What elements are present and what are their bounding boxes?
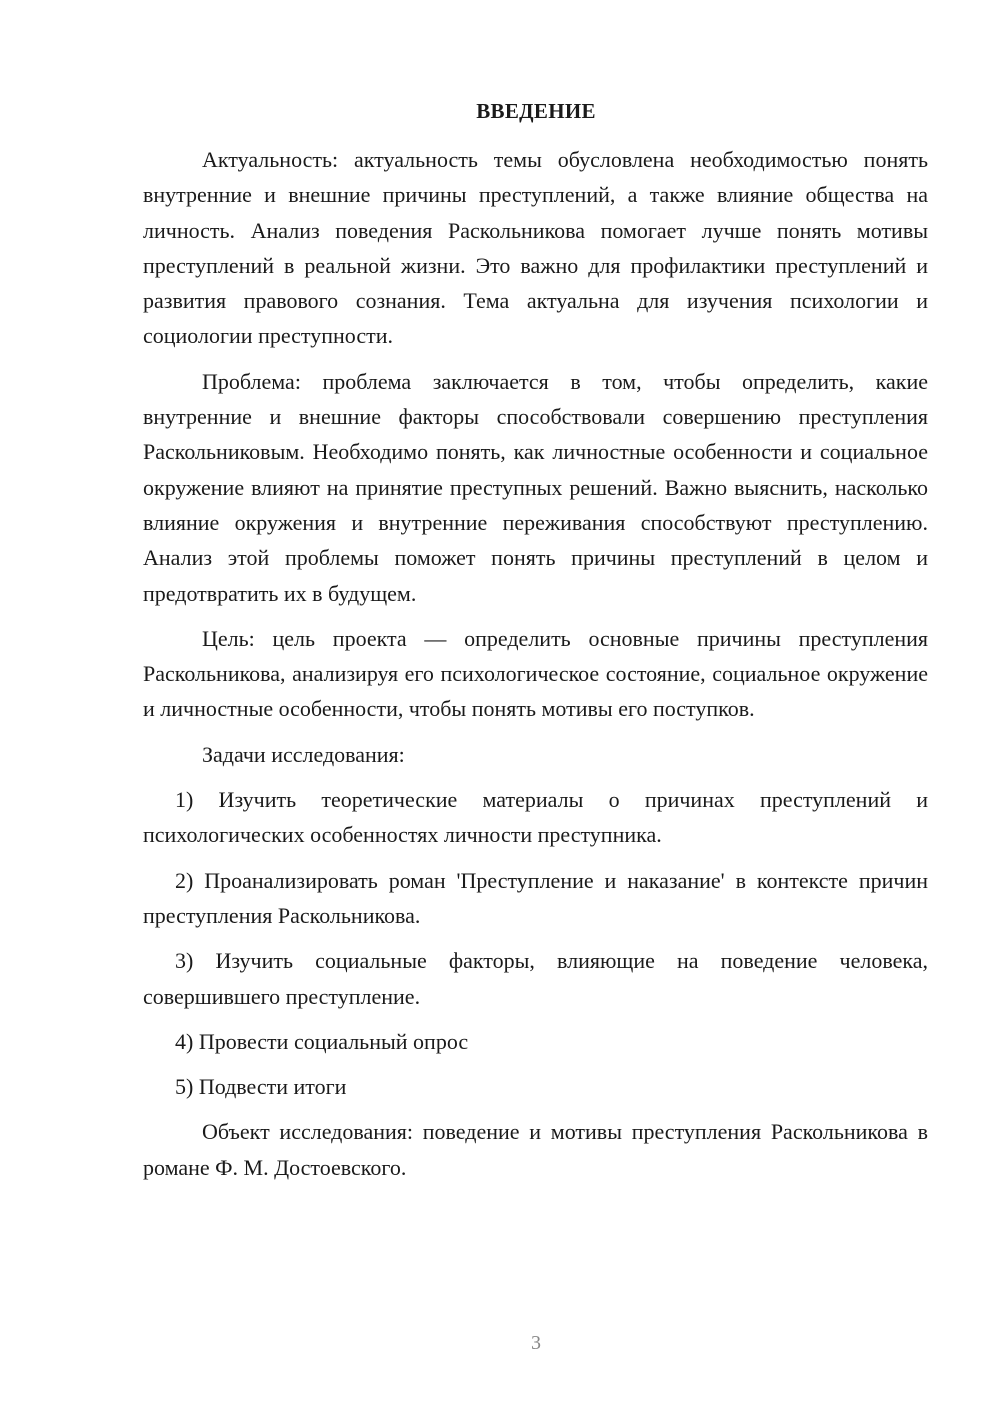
paragraph-goal: Цель: цель проекта — определить основные причины преступления Раскольникова, анализируя его психологическое состояние, социальное окружение и личностные особенности, чтобы понять мотивы его поступков. [143, 625, 928, 722]
paragraph-tasks-heading: Задачи исследования: [202, 741, 405, 767]
page-number: 3 [531, 1332, 541, 1354]
paragraph-relevance: Актуальность: актуальность темы обусловлена необходимостью понять внутренние и внешние причины преступлений, а также влияние общества на личность. Анализ поведения Раскольникова помогает лучше понять мотивы преступлений в реальной жизни. Это важно для профилактики преступлений и развития правового сознания. Тема актуальна для изучения психологии и социологии преступности. [143, 147, 928, 349]
document-body [143, 142, 928, 1195]
paragraph-problem: Проблема: проблема заключается в том, чтобы определить, какие внутренние и внешние факторы способствовали совершению преступления Раскольниковым. Необходимо понять, как личностные особенности и социальное окружение влияют на принятие преступных решений. Важно выяснить, насколько влияние окружения и внутренние переживания способствуют преступлению. Анализ этой проблемы поможет понять причины преступлений в целом и предотвратить их в будущем. [143, 368, 928, 606]
task-item-5: 5) Подвести итоги [175, 1074, 347, 1100]
task-item-1: 1) Изучить теоретические материалы о причинах преступлений и психологических особенностях личности преступника. [143, 787, 928, 848]
task-item-3: 3) Изучить социальные факторы, влияющие на поведение человека, совершившего преступление. [143, 948, 928, 1009]
section-heading: ВВЕДЕНИЕ [476, 99, 596, 123]
task-item-2: 2) Проанализировать роман 'Преступление и наказание' в контексте причин преступления Раскольникова. [143, 867, 928, 928]
task-item-4: 4) Провести социальный опрос [175, 1028, 469, 1054]
paragraph-object: Объект исследования: поведение и мотивы преступления Раскольникова в романе Ф. М. Достоевского. [143, 1119, 928, 1180]
